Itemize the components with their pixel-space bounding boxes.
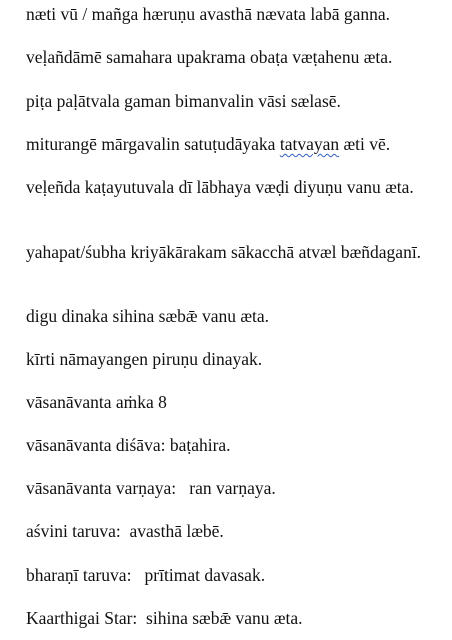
paragraph-text: piṭa paḷātvala gaman bimanvalin vāsi sælasē. xyxy=(26,91,341,111)
paragraph-text: vāsanāvanta varṇaya: ran varṇaya. xyxy=(26,478,276,498)
paragraph-4 xyxy=(26,133,436,155)
paragraph-text: æti vē. xyxy=(339,134,391,154)
paragraph-text: yahapat/śubha kriyākārakam sākacchā atvæl bæñdaganī. xyxy=(26,242,422,262)
paragraph-5 xyxy=(26,176,436,198)
paragraph-3 xyxy=(26,90,436,112)
paragraph-10 xyxy=(26,434,436,456)
paragraph-12 xyxy=(26,520,436,542)
paragraph-text: aśvini taruva: avasthā læbē. xyxy=(26,521,224,541)
paragraph-2 xyxy=(26,46,436,68)
paragraph-8 xyxy=(26,348,436,370)
paragraph-text: vāsanāvanta aṁka 8 xyxy=(26,392,167,412)
paragraph-11 xyxy=(26,477,436,499)
paragraph-6 xyxy=(26,241,436,263)
spellcheck-marked-word[interactable]: tatvayan xyxy=(279,134,340,154)
paragraph-9 xyxy=(26,391,436,413)
paragraph-13 xyxy=(26,564,436,586)
paragraph-text: veḷañdāmē samahara upakrama obaṭa væṭahenu æta. xyxy=(26,47,393,67)
paragraph-text: kīrti nāmayangen piruṇu dinayak. xyxy=(26,349,263,369)
paragraph-1 xyxy=(26,3,436,25)
paragraph-text: vāsanāvanta diśāva: baṭahira. xyxy=(26,435,231,455)
paragraph-7 xyxy=(26,305,436,327)
paragraph-text: digu dinaka sihina sæbǣ vanu æta. xyxy=(26,306,270,326)
paragraph-text: veḷeñda kaṭayutuvala dī lābhaya væḍi diyuṇu vanu æta. xyxy=(26,177,414,197)
paragraph-text: Kaarthigai Star: sihina sæbǣ vanu æta. xyxy=(26,608,303,628)
paragraph-text: næti vū / mañga hæruṇu avasthā nævata labā ganna. xyxy=(26,4,391,24)
paragraph-text: bharaṇī taruva: prītimat davasak. xyxy=(26,565,266,585)
paragraph-14 xyxy=(26,607,436,629)
paragraph-text: miturangē mārgavalin satuṭudāyaka xyxy=(26,134,280,154)
